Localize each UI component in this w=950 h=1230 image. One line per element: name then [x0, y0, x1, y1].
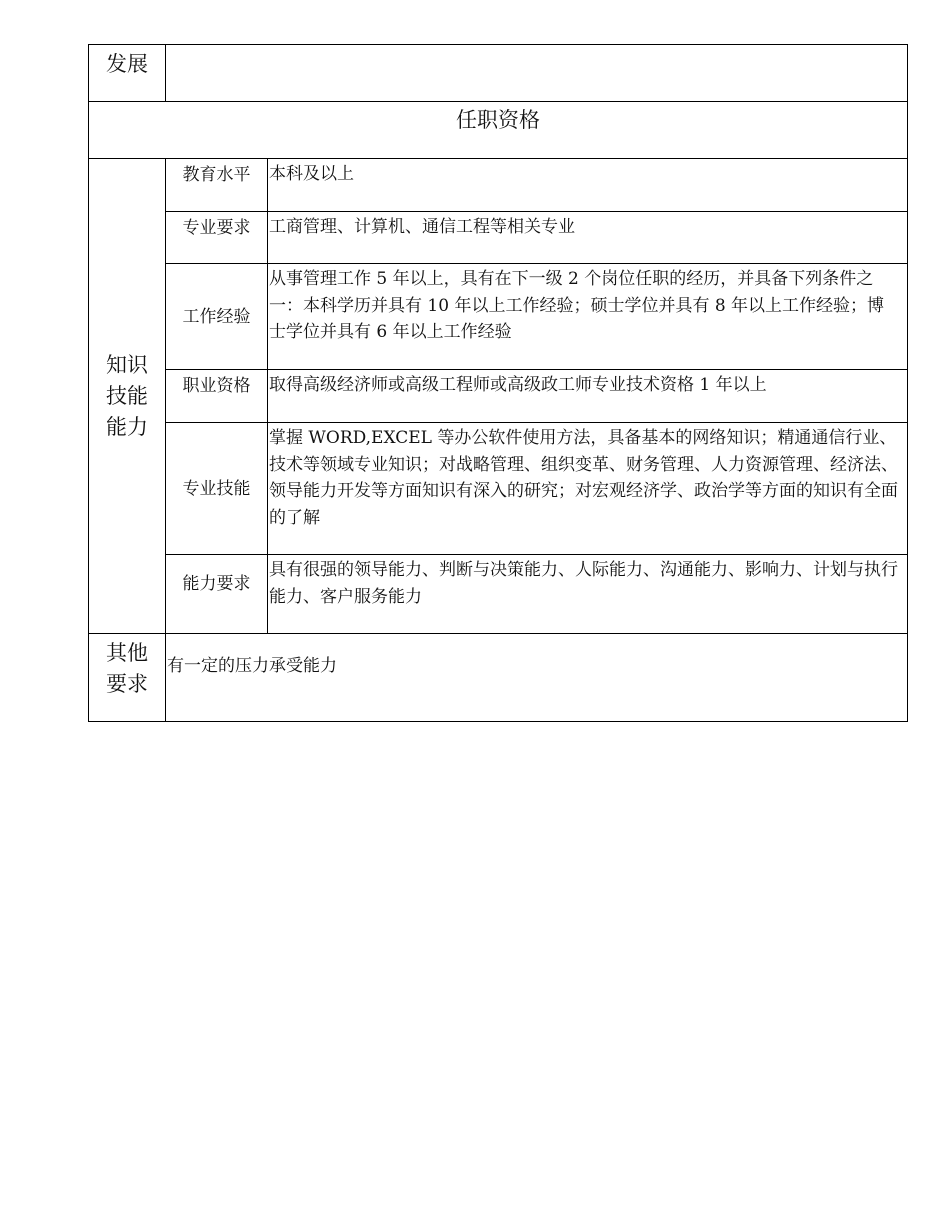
ability-requirement-content: 具有很强的领导能力、判断与决策能力、人际能力、沟通能力、影响力、计划与执行能力、客户服务能力 [268, 555, 908, 634]
work-experience-label: 工作经验 [166, 264, 268, 370]
knowledge-row-skills [89, 423, 908, 555]
professional-skills-label: 专业技能 [166, 423, 268, 555]
knowledge-skills-ability-label [89, 159, 166, 634]
knowledge-row-ability [89, 555, 908, 634]
other-label-line-1: 其他 [106, 641, 148, 665]
ability-requirement-label: 能力要求 [166, 555, 268, 634]
professional-qualification-label: 职业资格 [166, 370, 268, 423]
knowledge-label-line-1: 知识 [106, 352, 148, 377]
major-requirement-content: 工商管理、计算机、通信工程等相关专业 [268, 212, 908, 264]
other-requirements-label [89, 634, 166, 722]
job-qualification-table [88, 44, 908, 722]
section-title-row [89, 102, 908, 159]
education-level-content: 本科及以上 [268, 159, 908, 212]
professional-skills-content: 掌握 WORD,EXCEL 等办公软件使用方法，具备基本的网络知识；精通通信行业、技术等领域专业知识；对战略管理、组织变革、财务管理、人力资源管理、经济法、领导能力开发等方面知识有深入的研究；对宏观经济学、政治学等方面的知识有全面的了解 [268, 423, 908, 555]
other-requirements-content: 有一定的压力承受能力 [166, 634, 908, 722]
development-label: 发展 [89, 45, 166, 102]
major-requirement-label: 专业要求 [166, 212, 268, 264]
knowledge-row-experience [89, 264, 908, 370]
knowledge-row-major [89, 212, 908, 264]
work-experience-content: 从事管理工作 5 年以上，具有在下一级 2 个岗位任职的经历，并具备下列条件之一：本科学历并具有 10 年以上工作经验；硕士学位并具有 8 年以上工作经验；博士学位并具有 6 年以上工作经验 [268, 264, 908, 370]
other-requirements-row [89, 634, 908, 722]
knowledge-label-line-3: 能力 [106, 414, 148, 439]
development-content [166, 45, 908, 102]
knowledge-row-education [89, 159, 908, 212]
education-level-label: 教育水平 [166, 159, 268, 212]
other-label-line-2: 要求 [106, 672, 148, 696]
development-row [89, 45, 908, 102]
knowledge-row-qualification [89, 370, 908, 423]
knowledge-label-line-2: 技能 [106, 383, 148, 408]
section-title: 任职资格 [89, 102, 908, 159]
professional-qualification-content: 取得高级经济师或高级工程师或高级政工师专业技术资格 1 年以上 [268, 370, 908, 423]
